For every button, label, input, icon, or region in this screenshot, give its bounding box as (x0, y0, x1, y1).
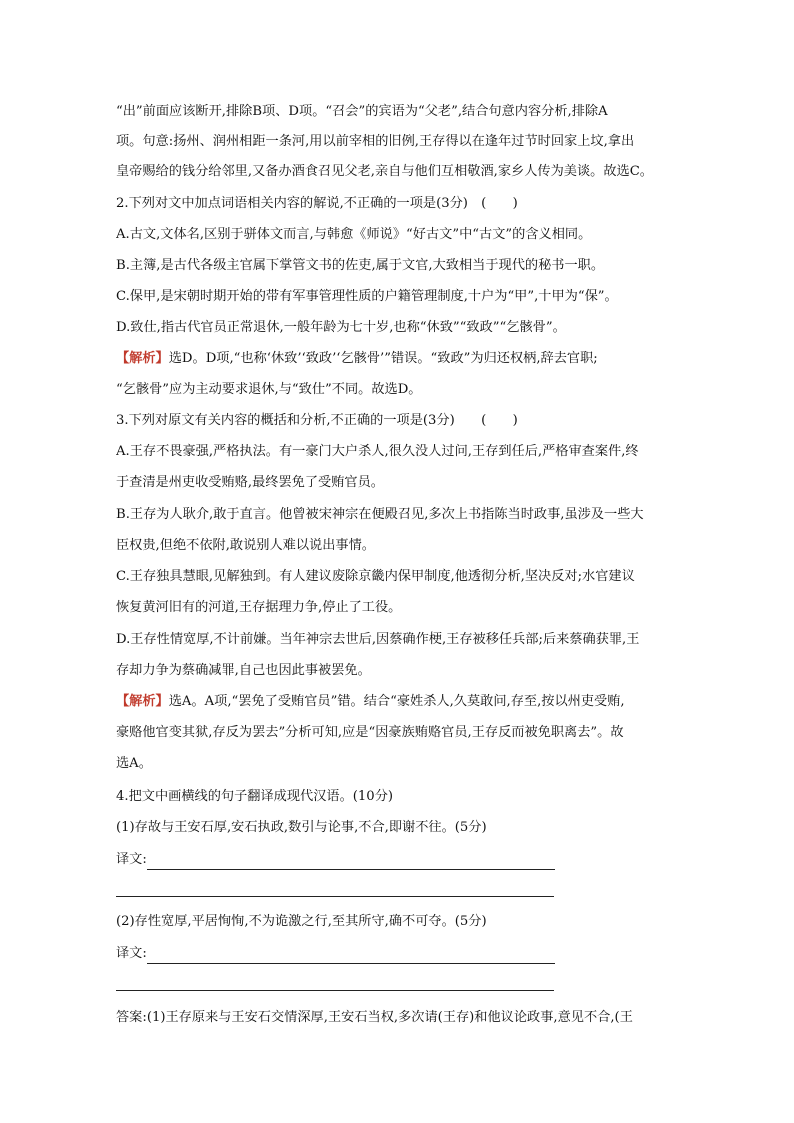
q2-analysis (116, 349, 690, 369)
q3-option-c-cont: 恢复黄河旧有的河道,王存据理力争,停止了工役。 (116, 600, 402, 615)
question-3-stem: 3.下列对原文有关内容的概括和分析,不正确的一项是(3分) ( ) (116, 413, 518, 428)
translation-blank-2b[interactable] (116, 990, 554, 991)
translation-blank-1b[interactable] (116, 896, 554, 897)
translation-blank-1[interactable] (147, 854, 555, 870)
q3-option-d: D.王存性情宽厚,不计前嫌。当年神宗去世后,因蔡确作梗,王存被移任兵部;后来蔡确获罪,王 (116, 632, 640, 647)
q2-option-a: A.古文,文体名,区别于骈体文而言,与韩愈《师说》“好古文”中“古文”的含义相同。 (116, 227, 592, 242)
q3-option-a-cont: 于查清是州吏收受贿赂,最终罢免了受贿官员。 (116, 475, 384, 490)
q3-option-b-cont: 臣权贵,但绝不依附,敢说别人难以说出事情。 (116, 538, 375, 553)
answer-line: 答案:(1)王存原来与王安石交情深厚,王安石当权,多次请(王存)和他议论政事,意见不合,(王 (116, 1010, 633, 1025)
question-2-stem: 2.下列对文中加点词语相关内容的解说,不正确的一项是(3分) ( ) (116, 196, 518, 211)
question-4-stem: 4.把文中画横线的句子翻译成现代汉语。(10分) (116, 789, 394, 804)
q3-analysis-line3: 选A。 (116, 756, 152, 771)
translation-row-2 (116, 944, 690, 964)
analysis-label: 【解析】 (116, 351, 169, 366)
q2-analysis-text: 选D。D项,“也称‘休致’‘致政’‘乞骸骨’”错误。“致政”为归还权柄,辞去官职; (168, 351, 598, 366)
translation-row-1 (116, 850, 690, 870)
q3-analysis-line2: 豪赂他官变其狱,存反为罢去”分析可知,应是“因豪族贿赂官员,王存反而被免职离去”。故 (116, 725, 624, 740)
q3-analysis-text: 选A。A项,“罢免了受贿官员”错。结合“豪姓杀人,久莫敢问,存至,按以州吏受贿, (168, 694, 625, 709)
q4-sentence-1: (1)存故与王安石厚,安石执政,数引与论事,不合,即谢不往。(5分) (116, 820, 487, 835)
analysis-continuation-line: “出”前面应该断开,排除B项、D项。“召会”的宾语为“父老”,结合句意内容分析,排除A (116, 104, 608, 119)
q3-option-a: A.王存不畏豪强,严格执法。有一豪门大户杀人,很久没人过问,王存到任后,严格审查案件,终 (116, 444, 639, 459)
translation-blank-2[interactable] (147, 948, 555, 964)
q3-option-d-cont: 存却力争为蔡确减罪,自己也因此事被罢免。 (116, 663, 371, 678)
q3-option-c: C.王存独具慧眼,见解独到。有人建议废除京畿内保甲制度,他透彻分析,坚决反对;水官建议 (116, 569, 635, 584)
q2-option-b: B.主簿,是古代各级主官属下掌管文书的佐吏,属于文官,大致相当于现代的秘书一职。 (116, 258, 605, 273)
analysis-label: 【解析】 (116, 694, 169, 709)
q2-option-c: C.保甲,是宋朝时期开始的带有军事管理性质的户籍管理制度,十户为“甲”,十甲为“保”。 (116, 289, 618, 304)
analysis-continuation-line: 项。句意:扬州、润州相距一条河,用以前宰相的旧例,王存得以在逢年过节时回家上坟,拿出 (116, 134, 635, 149)
analysis-continuation-line: 皇帝赐给的钱分给邻里,又备办酒食召见父老,亲自与他们互相敬酒,家乡人传为美谈。故选C。 (116, 164, 653, 179)
q2-analysis-line2: “乞骸骨”应为主动要求退休,与“致仕”不同。故选D。 (116, 382, 422, 397)
q2-option-d: D.致仕,指古代官员正常退休,一般年龄为七十岁,也称“休致”“致政”“乞骸骨”。 (116, 320, 566, 335)
q3-option-b: B.王存为人耿介,敢于直言。他曾被宋神宗在便殿召见,多次上书指陈当时政事,虽涉及一些大 (116, 507, 644, 522)
q3-analysis (116, 692, 690, 712)
translation-label: 译文: (116, 946, 147, 961)
translation-label: 译文: (116, 852, 147, 867)
q4-sentence-2: (2)存性宽厚,平居恂恂,不为诡激之行,至其所守,确不可夺。(5分) (116, 914, 487, 929)
